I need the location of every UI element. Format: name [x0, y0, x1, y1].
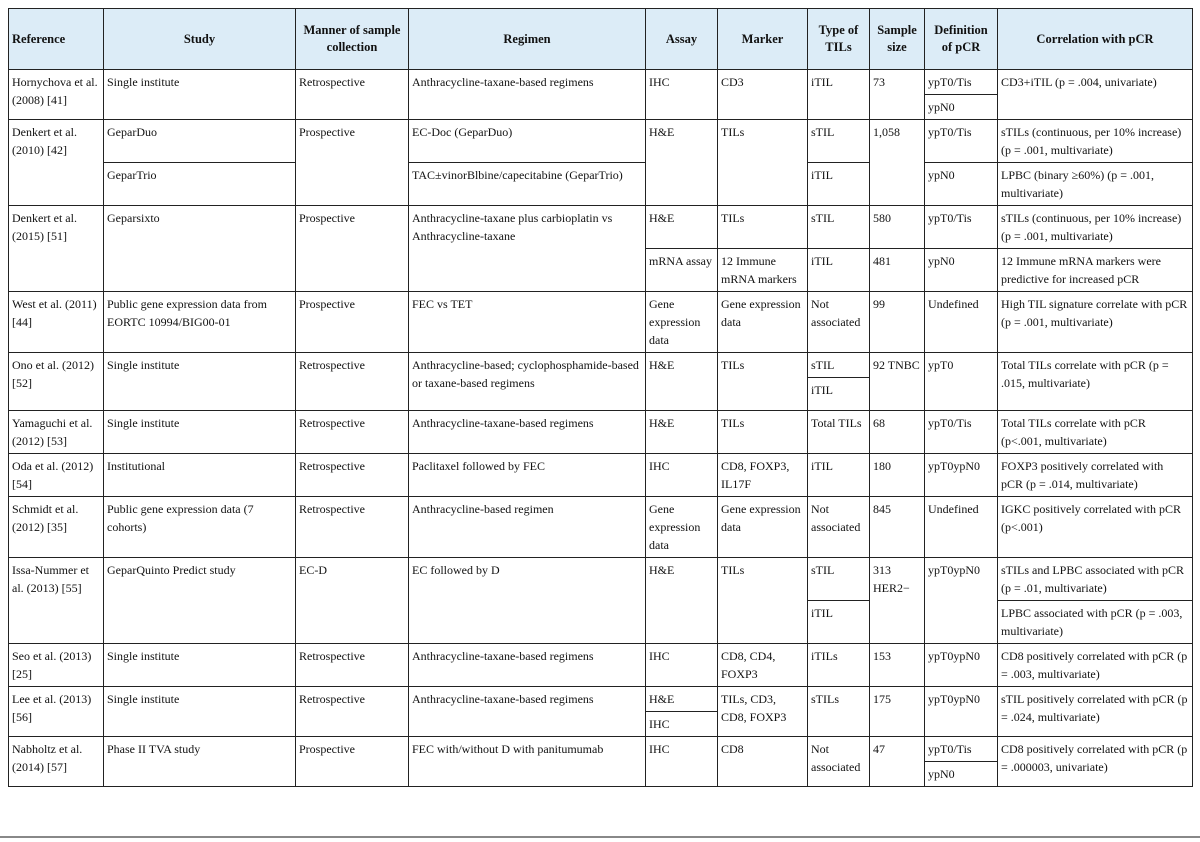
cell-reference: Denkert et al. (2015) [51]	[9, 206, 104, 292]
cell-correlation: Total TILs correlate with pCR (p<.001, multivariate)	[998, 411, 1193, 454]
cell-study: Single institute	[104, 411, 296, 454]
cell-pcr-definition: ypN0	[925, 163, 998, 206]
header-marker: Marker	[718, 9, 808, 70]
cell-regimen: TAC±vinorBlbine/capecitabine (GeparTrio)	[409, 163, 646, 206]
cell-type: Not associated	[808, 292, 870, 353]
cell-reference: Denkert et al. (2010) [42]	[9, 120, 104, 206]
cell-type: sTIL	[808, 120, 870, 163]
cell-pcr-definition: Undefined	[925, 292, 998, 353]
cell-marker: TILs	[718, 120, 808, 206]
cell-manner: Prospective	[296, 120, 409, 206]
cell-type: Not associated	[808, 497, 870, 558]
cell-size: 99	[870, 292, 925, 353]
cell-manner: Retrospective	[296, 497, 409, 558]
cell-assay: IHC	[646, 712, 718, 737]
table-row	[9, 558, 1193, 601]
cell-marker: 12 Immune mRNA markers	[718, 249, 808, 292]
header-type: Type of TILs	[808, 9, 870, 70]
cell-assay: H&E	[646, 353, 718, 411]
cell-pcr-definition: ypN0	[925, 762, 998, 787]
cell-correlation: CD3+iTIL (p = .004, univariate)	[998, 70, 1193, 120]
table-row	[9, 411, 1193, 454]
cell-marker: TILs	[718, 206, 808, 249]
cell-reference: Oda et al. (2012) [54]	[9, 454, 104, 497]
cell-correlation: High TIL signature correlate with pCR (p = .001, multivariate)	[998, 292, 1193, 353]
cell-manner: Retrospective	[296, 70, 409, 120]
cell-assay: H&E	[646, 411, 718, 454]
cell-marker: Gene expression data	[718, 292, 808, 353]
table-header	[9, 9, 1193, 70]
cell-type: Total TILs	[808, 411, 870, 454]
cell-type: iTIL	[808, 70, 870, 120]
cell-size: 153	[870, 644, 925, 687]
cell-regimen: Anthracycline-taxane plus carbioplatin vs Anthracycline-taxane	[409, 206, 646, 292]
cell-size: 68	[870, 411, 925, 454]
cell-assay: IHC	[646, 70, 718, 120]
cell-reference: Yamaguchi et al. (2012) [53]	[9, 411, 104, 454]
cell-pcr-definition: ypT0/Tis	[925, 206, 998, 249]
cell-assay: IHC	[646, 454, 718, 497]
cell-correlation: LPBC (binary ≥60%) (p = .001, multivariate)	[998, 163, 1193, 206]
cell-study: Single institute	[104, 353, 296, 411]
cell-study: Single institute	[104, 644, 296, 687]
cell-type: sTIL	[808, 353, 870, 378]
cell-study: Phase II TVA study	[104, 737, 296, 787]
cell-regimen: FEC with/without D with panitumumab	[409, 737, 646, 787]
cell-regimen: Anthracycline-based; cyclophosphamide-based or taxane-based regimens	[409, 353, 646, 411]
cell-manner: Retrospective	[296, 411, 409, 454]
cell-pcr-definition: ypN0	[925, 249, 998, 292]
cell-reference: Ono et al. (2012) [52]	[9, 353, 104, 411]
cell-size: 73	[870, 70, 925, 120]
cell-manner: Prospective	[296, 292, 409, 353]
cell-study: Single institute	[104, 687, 296, 737]
cell-assay: mRNA assay	[646, 249, 718, 292]
table-row	[9, 206, 1193, 249]
cell-correlation: sTILs (continuous, per 10% increase) (p = .001, multivariate)	[998, 206, 1193, 249]
cell-type: iTILs	[808, 644, 870, 687]
cell-reference: Issa-Nummer et al. (2013) [55]	[9, 558, 104, 644]
cell-type: iTIL	[808, 249, 870, 292]
cell-pcr-definition: ypT0/Tis	[925, 120, 998, 163]
header-size: Sample size	[870, 9, 925, 70]
cell-pcr-definition: ypN0	[925, 95, 998, 120]
cell-study: Public gene expression data (7 cohorts)	[104, 497, 296, 558]
header-pcr-definition: Definition of pCR	[925, 9, 998, 70]
cell-size: 92 TNBC	[870, 353, 925, 411]
cell-pcr-definition: ypT0ypN0	[925, 644, 998, 687]
cell-manner: Retrospective	[296, 353, 409, 411]
cell-size: 47	[870, 737, 925, 787]
cell-pcr-definition: ypT0ypN0	[925, 454, 998, 497]
cell-pcr-definition: ypT0/Tis	[925, 70, 998, 95]
cell-regimen: Anthracycline-taxane-based regimens	[409, 687, 646, 737]
cell-pcr-definition: ypT0	[925, 353, 998, 411]
table-row	[9, 687, 1193, 712]
cell-reference: Lee et al. (2013) [56]	[9, 687, 104, 737]
header-assay: Assay	[646, 9, 718, 70]
cell-assay: Gene expression data	[646, 497, 718, 558]
cell-study: GeparTrio	[104, 163, 296, 206]
cell-manner: Prospective	[296, 737, 409, 787]
table-row	[9, 644, 1193, 687]
cell-marker: TILs	[718, 411, 808, 454]
cell-correlation: sTILs (continuous, per 10% increase) (p = .001, multivariate)	[998, 120, 1193, 163]
cell-marker: CD8, FOXP3, IL17F	[718, 454, 808, 497]
header-correlation: Correlation with pCR	[998, 9, 1193, 70]
table-row	[9, 70, 1193, 95]
cell-correlation: IGKC positively correlated with pCR (p<.001)	[998, 497, 1193, 558]
cell-regimen: Anthracycline-taxane-based regimens	[409, 644, 646, 687]
cell-correlation: sTIL positively correlated with pCR (p = .024, multivariate)	[998, 687, 1193, 737]
cell-type: iTIL	[808, 454, 870, 497]
cell-manner: EC-D	[296, 558, 409, 644]
cell-assay: H&E	[646, 120, 718, 206]
cell-correlation: CD8 positively correlated with pCR (p = .000003, univariate)	[998, 737, 1193, 787]
table-row	[9, 497, 1193, 558]
header-row	[9, 9, 1193, 70]
cell-marker: CD8, CD4, FOXP3	[718, 644, 808, 687]
cell-correlation: CD8 positively correlated with pCR (p = .003, multivariate)	[998, 644, 1193, 687]
table-row	[9, 163, 1193, 206]
cell-assay: IHC	[646, 644, 718, 687]
cell-assay: H&E	[646, 687, 718, 712]
table-row	[9, 292, 1193, 353]
cell-regimen: Anthracycline-taxane-based regimens	[409, 70, 646, 120]
cell-type: sTIL	[808, 558, 870, 601]
cell-correlation: FOXP3 positively correlated with pCR (p = .014, multivariate)	[998, 454, 1193, 497]
table-row	[9, 353, 1193, 378]
cell-study: Geparsixto	[104, 206, 296, 292]
cell-size: 481	[870, 249, 925, 292]
header-manner: Manner of sample collection	[296, 9, 409, 70]
cell-pcr-definition: ypT0/Tis	[925, 411, 998, 454]
cell-regimen: Anthracycline-taxane-based regimens	[409, 411, 646, 454]
cell-size: 1,058	[870, 120, 925, 206]
cell-study: GeparDuo	[104, 120, 296, 163]
cell-type: iTIL	[808, 163, 870, 206]
cell-type: sTILs	[808, 687, 870, 737]
cell-reference: Seo et al. (2013) [25]	[9, 644, 104, 687]
cell-correlation: LPBC associated with pCR (p = .003, multivariate)	[998, 601, 1193, 644]
cell-size: 845	[870, 497, 925, 558]
cell-correlation: sTILs and LPBC associated with pCR (p = .01, multivariate)	[998, 558, 1193, 601]
table-row	[9, 454, 1193, 497]
cell-correlation: Total TILs correlate with pCR (p = .015, multivariate)	[998, 353, 1193, 411]
cell-type: iTIL	[808, 601, 870, 644]
cell-manner: Prospective	[296, 206, 409, 292]
header-study: Study	[104, 9, 296, 70]
cell-regimen: EC followed by D	[409, 558, 646, 644]
cell-manner: Retrospective	[296, 644, 409, 687]
cell-study: Single institute	[104, 70, 296, 120]
cell-study: Public gene expression data from EORTC 10994/BIG00-01	[104, 292, 296, 353]
cell-study: GeparQuinto Predict study	[104, 558, 296, 644]
cell-marker: TILs	[718, 353, 808, 411]
cell-manner: Retrospective	[296, 687, 409, 737]
cell-regimen: EC-Doc (GeparDuo)	[409, 120, 646, 163]
cell-study: Institutional	[104, 454, 296, 497]
cell-reference: Hornychova et al. (2008) [41]	[9, 70, 104, 120]
cell-marker: CD3	[718, 70, 808, 120]
cell-size: 580	[870, 206, 925, 249]
cell-pcr-definition: ypT0/Tis	[925, 737, 998, 762]
cell-reference: West et al. (2011) [44]	[9, 292, 104, 353]
cell-manner: Retrospective	[296, 454, 409, 497]
cell-assay: Gene expression data	[646, 292, 718, 353]
cell-marker: TILs	[718, 558, 808, 644]
cell-regimen: Paclitaxel followed by FEC	[409, 454, 646, 497]
cell-assay: H&E	[646, 558, 718, 644]
cell-marker: Gene expression data	[718, 497, 808, 558]
cell-assay: H&E	[646, 206, 718, 249]
header-regimen: Regimen	[409, 9, 646, 70]
cell-type: iTIL	[808, 378, 870, 411]
cell-marker: CD8	[718, 737, 808, 787]
cell-assay: IHC	[646, 737, 718, 787]
cell-pcr-definition: ypT0ypN0	[925, 687, 998, 737]
cell-size: 175	[870, 687, 925, 737]
cell-marker: TILs, CD3, CD8, FOXP3	[718, 687, 808, 737]
cell-size: 180	[870, 454, 925, 497]
header-reference: Reference	[9, 9, 104, 70]
cell-regimen: Anthracycline-based regimen	[409, 497, 646, 558]
cell-correlation: 12 Immune mRNA markers were predictive for increased pCR	[998, 249, 1193, 292]
table-row	[9, 737, 1193, 762]
cell-reference: Schmidt et al. (2012) [35]	[9, 497, 104, 558]
cell-pcr-definition: Undefined	[925, 497, 998, 558]
cell-size: 313 HER2−	[870, 558, 925, 644]
cell-regimen: FEC vs TET	[409, 292, 646, 353]
bottom-rule	[0, 836, 1200, 838]
table-body	[9, 70, 1193, 787]
cell-reference: Nabholtz et al. (2014) [57]	[9, 737, 104, 787]
table-row	[9, 120, 1193, 163]
cell-type: sTIL	[808, 206, 870, 249]
cell-pcr-definition: ypT0ypN0	[925, 558, 998, 644]
cell-type: Not associated	[808, 737, 870, 787]
tils-pcr-table	[8, 8, 1193, 787]
